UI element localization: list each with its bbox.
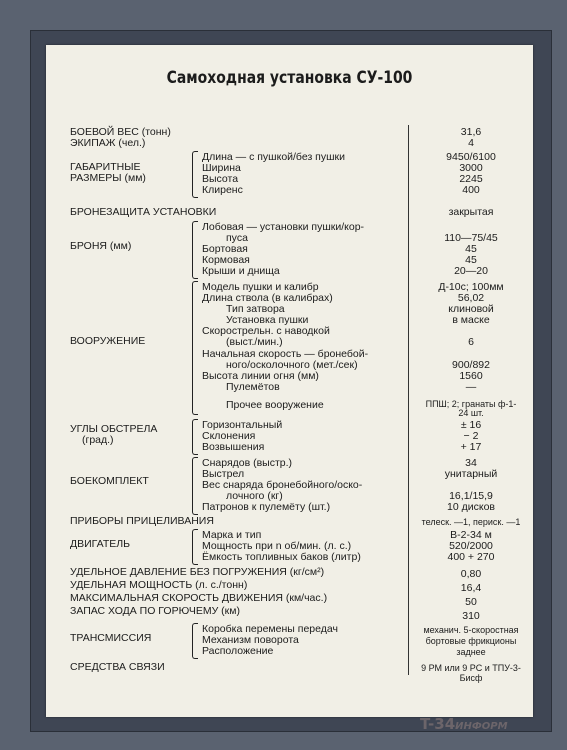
ammo-item-label: Выстрел (202, 468, 245, 480)
ammo-item-value: 34 (465, 457, 477, 469)
ammo-item-value: унитарный (444, 468, 498, 480)
radio-label: СРЕДСТВА СВЯЗИ (70, 661, 165, 673)
max-speed-label: МАКСИМАЛЬНАЯ СКОРОСТЬ ДВИЖЕНИЯ (км/час.) (70, 592, 328, 604)
firing-angles-label-1: УГЛЫ ОБСТРЕЛА (70, 423, 158, 435)
max-speed-value: 50 (465, 596, 477, 608)
specific-power-label: УДЕЛЬНАЯ МОЩНОСТЬ (л. с./тонн) (70, 579, 248, 591)
firing-angles-label-2: (град.) (82, 434, 114, 446)
armor-item-value: 20—20 (454, 265, 488, 277)
dim-item-label: Ширина (202, 162, 241, 174)
dim-item-value: 2245 (459, 173, 483, 185)
armor-item-value: 45 (465, 254, 477, 266)
ammo-item-value: 16,1/15,9 (449, 490, 493, 502)
transmission-item-value: механич. 5-скоростная (423, 625, 519, 635)
angle-item-value: ± 16 (460, 419, 482, 431)
dimensions-label-2: РАЗМЕРЫ (мм) (70, 172, 146, 184)
armament-item-value: 24 шт. (458, 408, 484, 418)
brace (192, 221, 198, 279)
brace (192, 281, 198, 415)
angle-item-value: − 2 (463, 430, 479, 442)
angle-item-value: + 17 (460, 441, 482, 453)
engine-item-value: 400 + 270 (447, 551, 495, 563)
armament-item-value: 6 (468, 336, 474, 348)
angle-item-label: Горизонтальный (202, 419, 283, 431)
armor-item-label: пуса (226, 232, 248, 244)
specific-power-value: 16,4 (460, 582, 482, 594)
ground-pressure-label: УДЕЛЬНОЕ ДАВЛЕНИЕ БЕЗ ПОГРУЖЕНИЯ (кг/см²) (70, 566, 325, 578)
armament-item-label: Модель пушки и калибр (202, 281, 319, 293)
armor-label: БРОНЯ (мм) (70, 240, 132, 252)
armor-item-label: Кормовая (202, 254, 250, 266)
watermark-big: T-34 (420, 715, 456, 733)
transmission-item-label: Механизм поворота (202, 634, 299, 646)
armor-item-value: 110—75/45 (444, 232, 498, 244)
armament-item-label: Пулемётов (226, 381, 280, 393)
dimensions-label-1: ГАБАРИТНЫЕ (70, 161, 141, 173)
crew-label: ЭКИПАЖ (чел.) (70, 137, 146, 149)
armor-protection-label: БРОНЕЗАЩИТА УСТАНОВКИ (70, 206, 217, 218)
radio-value-2: Бисф (459, 673, 483, 683)
spec-sheet (46, 45, 533, 717)
dim-item-label: Высота (202, 173, 239, 185)
transmission-item-label: Расположение (202, 645, 274, 657)
armament-item-value: клиновой (448, 303, 494, 315)
armor-item-value: 45 (465, 243, 477, 255)
engine-item-value: 520/2000 (449, 540, 493, 552)
armament-item-value: — (465, 381, 477, 393)
ammo-item-label: лочного (кг) (226, 490, 283, 502)
engine-item-label: Мощность при n об/мин. (л. с.) (202, 540, 352, 552)
armament-item-label: (выст./мин.) (226, 336, 283, 348)
armament-item-value: 56,02 (457, 292, 485, 304)
armament-item-label: Высота линии огня (мм) (202, 370, 319, 382)
dim-item-value: 3000 (459, 162, 483, 174)
dim-item-label: Клиренс (202, 184, 243, 196)
armor-item-label: Бортовая (202, 243, 248, 255)
ammo-item-label: Снарядов (выстр.) (202, 457, 293, 469)
armament-item-value: в маске (452, 314, 490, 326)
dim-item-label: Длина — с пушкой/без пушки (202, 151, 345, 163)
engine-item-label: Ёмкость топливных баков (литр) (202, 551, 361, 563)
ammo-item-value: 10 дисков (447, 501, 495, 513)
transmission-item-value: заднее (456, 647, 486, 657)
brace (192, 623, 198, 659)
armor-protection-value: закрытая (448, 206, 494, 218)
armament-label: ВООРУЖЕНИЕ (70, 335, 146, 347)
sights-label: ПРИБОРЫ ПРИЦЕЛИВАНИЯ (70, 515, 214, 527)
range-label: ЗАПАС ХОДА ПО ГОРЮЧЕМУ (км) (70, 605, 240, 617)
armor-item-label: Лобовая — установки пушки/кор- (202, 221, 365, 233)
armament-item-label: ного/осколочного (мет./сек) (226, 359, 358, 371)
page-title: Самоходная установка СУ-100 (166, 68, 413, 88)
brace (192, 151, 198, 198)
armament-item-label: Установка пушки (226, 314, 309, 326)
engine-item-value: В-2-34 м (450, 529, 492, 541)
crew-value: 4 (468, 137, 474, 149)
sights-value: телеск. —1, периск. —1 (421, 517, 521, 527)
range-value: 310 (462, 610, 480, 622)
watermark-logo (420, 715, 508, 733)
armament-item-label: Начальная скорость — бронебой- (202, 348, 369, 360)
ammo-item-label: Вес снаряда бронебойного/оско- (202, 479, 363, 491)
engine-item-label: Марка и тип (202, 529, 262, 541)
ammo-label: БОЕКОМПЛЕКТ (70, 475, 149, 487)
armament-item-value: Д-10с; 100мм (438, 281, 504, 293)
armament-item-value: ППШ; 2; гранаты ф-1- (425, 399, 517, 409)
armament-item-label: Скорострельн. с наводкой (202, 325, 330, 337)
angle-item-label: Склонения (202, 430, 256, 442)
ammo-item-label: Патронов к пулемёту (шт.) (202, 501, 331, 513)
transmission-label: ТРАНСМИССИЯ (70, 632, 152, 644)
armament-item-value: 1560 (459, 370, 483, 382)
watermark-small: ИНФОРМ (455, 721, 508, 732)
transmission-item-label: Коробка перемены передач (202, 623, 338, 635)
angle-item-label: Возвышения (202, 441, 265, 453)
ground-pressure-value: 0,80 (460, 568, 482, 580)
armament-item-label: Длина ствола (в калибрах) (202, 292, 333, 304)
engine-label: ДВИГАТЕЛЬ (70, 538, 131, 550)
armament-item-label: Тип затвора (226, 303, 285, 315)
armament-item-label: Прочее вооружение (226, 399, 324, 411)
transmission-item-value: бортовые фрикционы (425, 636, 517, 646)
brace (192, 419, 198, 455)
brace (192, 457, 198, 515)
armament-item-value: 900/892 (452, 359, 490, 371)
radio-value-1: 9 РМ или 9 РС и ТПУ-3- (421, 663, 521, 673)
column-divider (408, 125, 409, 675)
dim-item-value: 400 (462, 184, 480, 196)
combat-weight-value: 31,6 (460, 126, 482, 138)
armor-item-label: Крыши и днища (202, 265, 280, 277)
brace (192, 529, 198, 565)
combat-weight-label: БОЕВОЙ ВЕС (тонн) (70, 126, 171, 138)
dim-item-value: 9450/6100 (446, 151, 496, 163)
